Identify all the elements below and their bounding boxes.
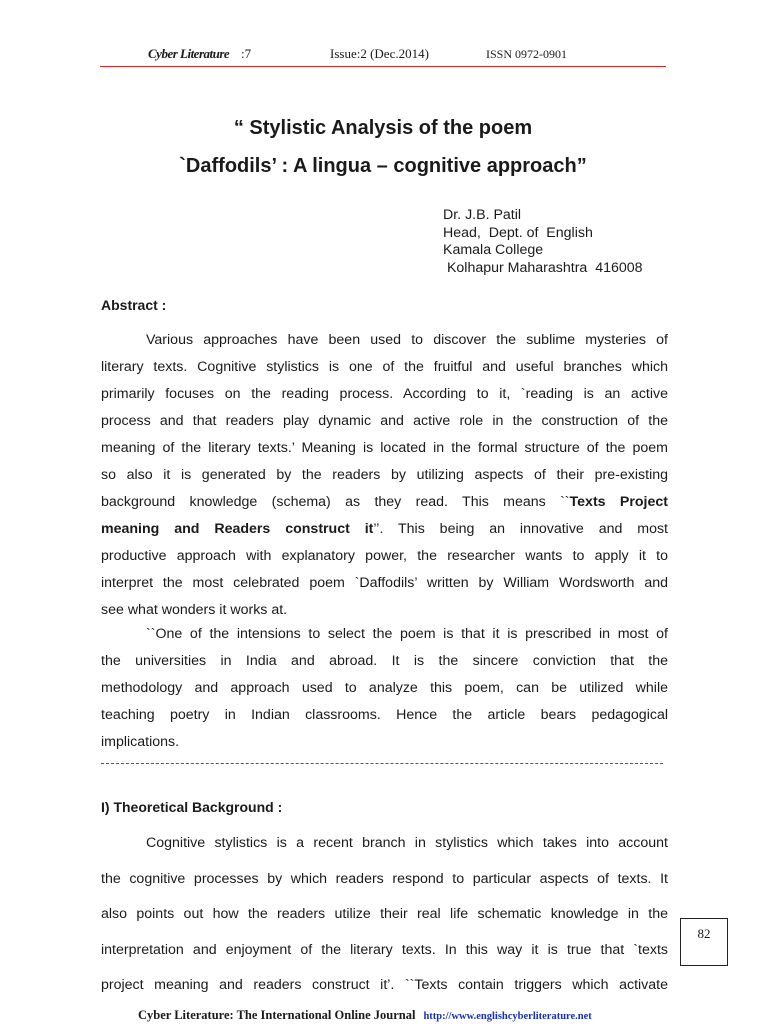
text-line: background knowledge (schema) as they read. This means ``Texts Project [101,494,668,510]
text-line: methodology and approach used to analyze this poem, can be utilized while [101,680,668,696]
text-line: process and that readers play dynamic and active role in the construction of the [101,413,668,429]
text-line: ``One of the intensions to select the poem is that it is prescribed in most of [146,626,668,642]
text-line: interpretation and enjoyment of the literary texts. In this way it is true that `texts [101,941,668,958]
text-line: implications. [101,734,180,750]
text-line: the universities in India and abroad. It is the sincere conviction that the [101,653,668,669]
volume-number: :7 [241,46,252,61]
text-line: literary texts. Cognitive stylistics is one of the fruitful and useful branches which [101,359,668,375]
text-line: project meaning and readers construct it’. ``Texts contain triggers which activate [101,977,668,993]
author-block [443,207,643,277]
article-title-line-1: “ Stylistic Analysis of the poem [233,117,533,139]
footer [138,1008,592,1023]
text-line: see what wonders it works at. [101,602,288,618]
abstract-paragraph-1 [101,327,668,624]
text-line: Various approaches have been used to discover the sublime mysteries of [146,332,668,348]
header-divider [100,66,666,67]
bold-phrase: Readers construct it [214,521,374,537]
text-line: teaching poetry in Indian classrooms. Hence the article bears pedagogical [101,707,668,723]
section-heading: I) Theoretical Background : [101,799,283,815]
section-1-paragraph [101,830,668,1008]
author-name: Dr. J.B. Patil [443,207,522,223]
dashed-divider [101,763,663,764]
footer-link[interactable]: http://www.englishcyberliterature.net [423,1011,592,1022]
article-title-line-2: `Daffodils’ : A lingua – cognitive approach” [179,155,587,177]
author-position: Head, Dept. of English [443,224,593,241]
issn: ISSN 0972-0901 [486,47,568,61]
footer-journal-name: Cyber Literature: The International Online Journal [138,1008,416,1022]
text-line: interpret the most celebrated poem `Daffodils’ written by William Wordsworth and [101,575,668,591]
text-line: meaning and Readers construct it’’. This being an innovative and most [101,521,668,537]
journal-logo: Cyber Literature [148,46,230,61]
abstract-paragraph-2 [101,621,668,756]
text-line: the cognitive processes by which readers respond to particular aspects of texts. It [101,870,668,887]
text-line: Cognitive stylistics is a recent branch in stylistics which takes into account [146,835,668,851]
issue-info: Issue:2 (Dec.2014) [330,46,429,61]
text-line: so also it is generated by the readers by utilizing aspects of their pre-existing [101,467,668,483]
text-line: meaning of the literary texts.’ Meaning is located in the formal structure of the poem [101,440,668,456]
author-address: Kolhapur Maharashtra 416008 [443,259,643,276]
text-line: also points out how the readers utilize their real life schematic knowledge in the [101,906,668,922]
text-line: primarily focuses on the reading process. According to it, `reading is an active [101,386,668,402]
author-institution: Kamala College [443,242,544,258]
abstract-heading: Abstract : [101,297,167,313]
bold-phrase: Texts Project [569,494,668,510]
page-number: 82 [680,918,728,966]
running-header [148,46,666,66]
text-line: productive approach with explanatory power, the researcher wants to apply it to [101,548,668,564]
